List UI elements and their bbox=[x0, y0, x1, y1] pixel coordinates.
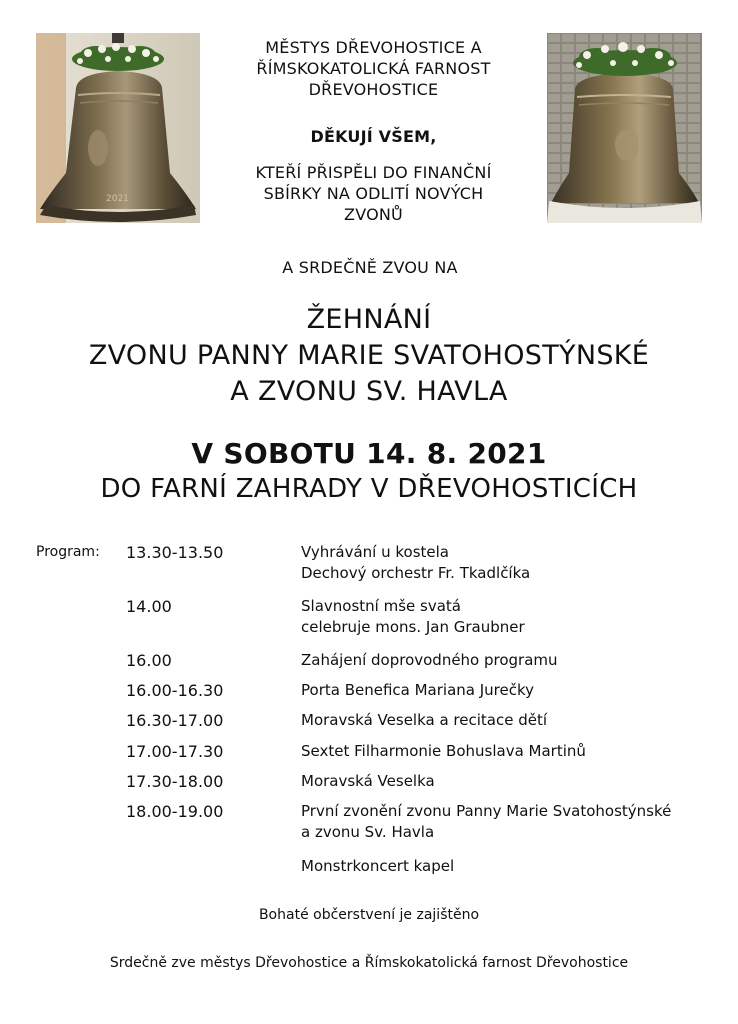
bell-engraving-text: 2021 bbox=[106, 194, 129, 204]
program-description bbox=[301, 771, 721, 792]
program-time: 18.00-19.00 bbox=[126, 802, 224, 821]
bell-icon bbox=[36, 33, 200, 223]
program-time: 16.00 bbox=[126, 651, 172, 670]
contrib-line: ZVONŮ bbox=[344, 205, 403, 224]
program-line: Zahájení doprovodného programu bbox=[301, 651, 558, 669]
program-line: Porta Benefica Mariana Jurečky bbox=[301, 681, 535, 699]
program-time: 17.30-18.00 bbox=[126, 772, 224, 791]
event-place: DO FARNÍ ZAHRADY V DŘEVOHOSTICÍCH bbox=[100, 474, 638, 504]
program-label: Program: bbox=[36, 544, 100, 560]
program-line: Monstrkoncert kapel bbox=[301, 857, 455, 875]
contrib-line: SBÍRKY NA ODLITÍ NOVÝCH bbox=[263, 184, 484, 203]
thanks-text: DĚKUJÍ VŠEM, bbox=[310, 127, 437, 146]
org-line: MĚSTYS DŘEVOHOSTICE A bbox=[265, 38, 482, 57]
footer-invitation: Srdečně zve městys Dřevohostice a Římskokatolická farnost Dřevohostice bbox=[109, 955, 629, 971]
program-time: 16.00-16.30 bbox=[126, 681, 224, 700]
bell-icon bbox=[547, 33, 702, 223]
program-line: Moravská Veselka a recitace dětí bbox=[301, 711, 548, 729]
program-line: celebruje mons. Jan Graubner bbox=[301, 618, 525, 636]
program-line: Vyhrávání u kostela bbox=[301, 543, 450, 561]
program-time: 14.00 bbox=[126, 597, 172, 616]
event-title-line3: A ZVONU SV. HAVLA bbox=[230, 376, 508, 407]
event-title-line2: ZVONU PANNY MARIE SVATOHOSTÝNSKÉ bbox=[88, 340, 650, 371]
program-time: 17.00-17.30 bbox=[126, 742, 224, 761]
program-line: Slavnostní mše svatá bbox=[301, 597, 461, 615]
contrib-line: KTEŘÍ PŘISPĚLI DO FINANČNÍ bbox=[255, 163, 492, 182]
program-line: a zvonu Sv. Havla bbox=[301, 823, 435, 841]
program-description bbox=[301, 650, 721, 671]
program-description bbox=[301, 680, 721, 701]
program-time: 13.30-13.50 bbox=[126, 543, 224, 562]
bell-photo-right bbox=[547, 33, 702, 223]
program-description bbox=[301, 596, 721, 638]
program-description bbox=[301, 741, 721, 762]
program-time: 16.30-17.00 bbox=[126, 711, 224, 730]
invite-text: A SRDEČNĚ ZVOU NA bbox=[282, 258, 458, 277]
refreshments-note: Bohaté občerstvení je zajištěno bbox=[258, 907, 480, 923]
program-description bbox=[301, 801, 721, 843]
program-line: První zvonění zvonu Panny Marie Svatohostýnské bbox=[301, 802, 672, 820]
program-description bbox=[301, 542, 721, 584]
bell-photo-left bbox=[36, 33, 200, 223]
program-line: Moravská Veselka bbox=[301, 772, 435, 790]
organizers-heading bbox=[200, 37, 547, 100]
event-date: V SOBOTU 14. 8. 2021 bbox=[191, 437, 547, 470]
program-description bbox=[301, 856, 721, 877]
contributors-text bbox=[200, 162, 547, 225]
org-line: DŘEVOHOSTICE bbox=[308, 80, 439, 99]
program-description bbox=[301, 710, 721, 731]
program-line: Sextet Filharmonie Bohuslava Martinů bbox=[301, 742, 586, 760]
org-line: ŘÍMSKOKATOLICKÁ FARNOST bbox=[256, 59, 491, 78]
event-title-line1: ŽEHNÁNÍ bbox=[306, 304, 432, 335]
program-line: Dechový orchestr Fr. Tkadlčíka bbox=[301, 564, 531, 582]
